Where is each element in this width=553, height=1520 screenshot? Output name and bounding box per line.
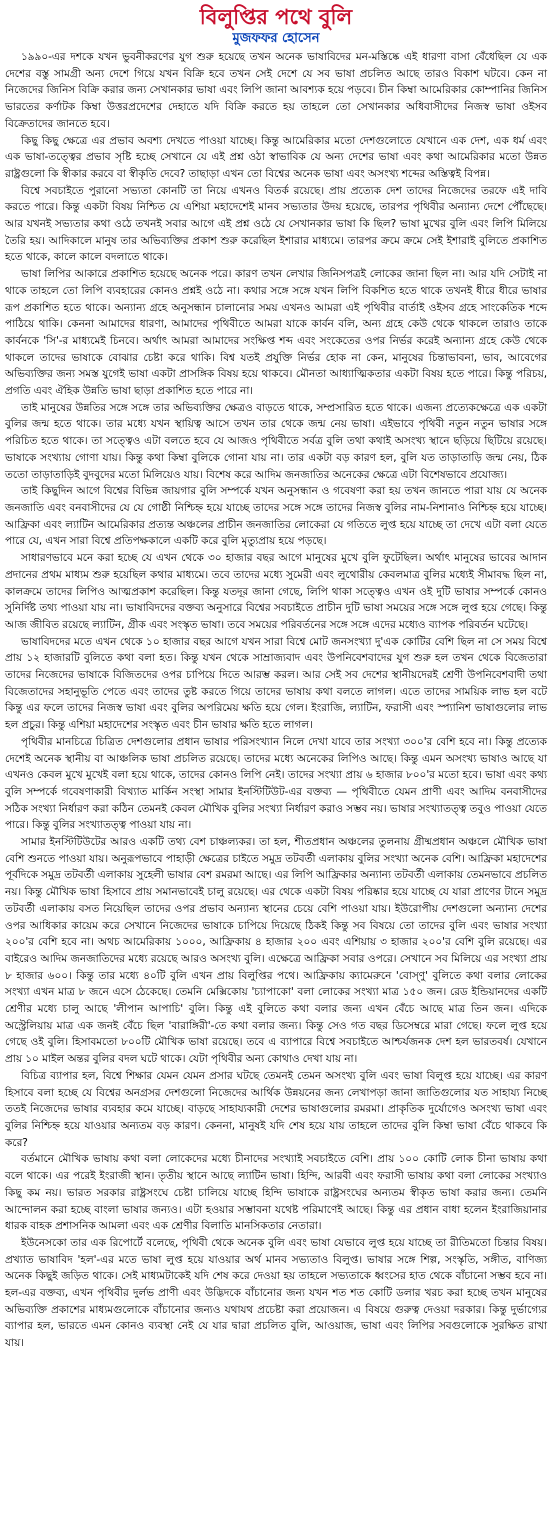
paragraph: কিছু কিছু ক্ষেত্রে এর প্রভাব অবশ্য দেখতে পাওয়া যাচ্ছে। কিন্তু আমেরিকার মতো দেশগুলোতে যেখানে এক দেশ, এক ধর্ম এবং এক ভাষা-তত্ত্বের প্রভাব সৃষ্টি হচ্ছে সেখানে যে এই প্রশ্ন ওঠা স্বাভাবিক যে অন্য দেশের ভাষা এবং কথা আমেরিকার মতো উন্নত রাষ্ট্রগুলো কি স্বীকার করবে বা স্বীকৃতি দেবে? তাছাড়া এখন তো বিশ্বের অনেক ভাষা এবং অসংখ্য শব্দের অস্তিত্বই বিপন্ন। [5, 134, 547, 180]
paragraph: ইউনেসকো তার এক রিপোর্টে বলেছে, পৃথিবী থেকে অনেক বুলি এবং ভাষা যেভাবে লুপ্ত হয়ে যাচ্ছে তা রীতিমতো চিন্তার বিষয়। প্রখ্যাত ভাষাবিদ 'হল'-এর মতে ভাষা লুপ্ত হয়ে যাওয়ার অর্থ মানব সভ্যতাও বিলুপ্ত। ভাষার সঙ্গে শিল্প, সংস্কৃতি, সঙ্গীত, বাণিজ্য অনেক কিছুই জড়িত থাকে। সেই মাধ্যমটাকেই যদি শেষ করে দেওয়া হয় তাহলে সভ্যতাকে ধ্বংসের হাত থেকে বাঁচানো সম্ভব হবে না। হল-এর বক্তব্য, এখন পৃথিবীর দুর্লভ প্রাণী এবং উদ্ভিদকে বাঁচানোর জন্য যখন শত শত কোটি ডলার খরচ করা হচ্ছে তখন মানুষের অভিব্যক্তি প্রকাশের মাধ্যমগুলোকে বাঁচানোর জন্যও যথাযথ প্রচেষ্টা করা প্রয়োজন। এ বিষয়ে গুরুত্ব দেওয়া দরকার। কিন্তু দুর্ভাগ্যের ব্যাপার হল, ভারতে এমন কোনও ব্যবস্থা নেই যে যার দ্বারা প্রচলিত বুলি, আওয়াজ, ভাষা এবং লিপির সবগুলোকে সুরক্ষিত রাখা যায়। [5, 1236, 547, 1350]
paragraph: তাই কিছুদিন আগে বিশ্বের বিভিন্ন জায়গার বুলি সম্পর্কে যখন অনুসন্ধান ও গবেষণা করা হয় তখন জানতে পারা যায় যে অনেক জনজাতি এবং বনবাসীদের যে যে গোষ্ঠী নিশ্চিহ্ন হয়ে যাচ্ছে তাদের সঙ্গে সঙ্গে তাদের নিজস্ব বুলির নাম-নিশানাও নিশ্চিহ্ন হয়ে যাচ্ছে। আফ্রিকা এবং ল্যাটিন আমেরিকার প্রত্যন্ত অঞ্চলের প্রাচীন জনজাতির লোকেরা যে গতিতে লুপ্ত হয়ে যাচ্ছে তা দেখে এটা বলা যেতে পারে যে, এখন সারা বিশ্বে প্রতিপক্ষকালে একটি করে বুলি মৃত্যুপ্রায় হয়ে পড়ছে। [5, 485, 547, 548]
paragraph: বর্তমানে মৌখিক ভাষায় কথা বলা লোকেদের মধ্যে চীনাদের সংখ্যাই সবচাইতে বেশি। প্রায় ১০০ কোটি লোক চীনা ভাষায় কথা বলে থাকে। এর পরেই ইংরাজী স্থান। তৃতীয় স্থানে আছে ল্যাটিন ভাষা। হিন্দি, আরবী এবং ফরাসী ভাষায় কথা বলা লোকের সংখ্যাও কিছু কম নয়। ভারত সরকার রাষ্ট্রসংঘে চেষ্টা চালিয়ে যাচ্ছে হিন্দি ভাষাকে রাষ্ট্রসংঘের অন্যতম স্বীকৃত ভাষা করার জন্য। তেমনি আন্দোলন করা হচ্ছে বাংলা ভাষার জন্যও। এটা হওয়ার সম্ভাবনা যথেষ্ট পরিমাণেই আছে। কিন্তু এর প্রধান বাধা হলেন ইংরাজিয়ানার ধারক বাহক প্রশাসনিক আমলা এবং এক শ্রেণীর বিলাতি মানসিকতার নেতারা। [5, 1153, 547, 1233]
article-body [5, 49, 547, 1352]
paragraph: ভাষা লিপির আকারে প্রকাশিত হয়েছে অনেক পরে। কারণ তখন লেখার জিনিসপত্রই লোকের জানা ছিল না। আর যদি সেটাই না থাকে তাহলে তো লিপি ব্যবহারের কোনও প্রশ্নই ওঠে না। কথার সঙ্গে সঙ্গে যখন লিপি বিকশিত হতে থাকে তখনই ধীরে ধীরে ভাষার রূপ প্রকাশিত হতে থাকে। অন্যান্য গ্রহে অনুসন্ধান চালানোর সময় এখনও আমরা এই পৃথিবীর বার্তাই ওইসব গ্রহে সাংকেতিক শব্দে পাঠিয়ে থাকি। কেননা আমাদের ধারণা, আমাদের পৃথিবীতে আমরা যাকে কার্বন বলি, অন্য গ্রহে কেউ থেকে থাকলে তারাও তাকে কার্বনকে 'সি'-র মাধ্যমেই চিনবে। অর্থাৎ আমরা আমাদের সংক্ষিপ্ত শব্দ এবং সংকেতের ওপর নির্ভর করেই অন্যান্য গ্রহে কেউ থেকে থাকলে তাদের ভাষাকে বোঝার চেষ্টা করে থাকি। বিশ্ব যতই প্রযুক্তি নির্ভর হোক না কেন, মানুষের চিন্তাভাবনা, ভাব, আবেগের অভিব্যক্তির জন্য সমস্ত যুগেই ভাষা একটা প্রাসঙ্গিক বিষয় হয়ে থাকবে। মৌনতা আধ্যাত্মিকতার একটা বিষয় হতে পারে। কিন্তু পরিচয়, প্রগতি এবং ঐহিক উন্নতি ভাষা ছাড়া প্রকাশিত হতে পারে না। [5, 268, 547, 398]
paragraph: তাই মানুষের উন্নতির সঙ্গে সঙ্গে তার অভিব্যক্তির ক্ষেত্রও বাড়তে থাকে, সম্প্রসারিত হতে থাকে। এজন্য প্রত্যেকক্ষেত্রে এক একটা বুলির জন্ম হতে থাকে। তার মধ্যে যখন স্থায়িত্ব আসে তখন তার থেকে জন্ম নেয় ভাষা। এইভাবে পৃথিবী নতুন নতুন ভাষার সঙ্গে পরিচিত হতে থাকে। তা সত্ত্বেও এটা বলতে হবে যে আজও পৃথিবীতে সর্বত্র বুলি তথা কথাই অসংখ্য স্থানে ছড়িয়ে ছিটিয়ে রয়েছে। ভাষাকে সংখ্যায় গোণা যায়। কিন্তু কথা কিম্বা বুলিকে গোনা যায় না। তার একটা বড় কারণ হল, বুলি যত তাড়াতাড়ি জন্ম নেয়, ঠিক ততো তাড়াতাড়িই বুদবুদের মতো মিলিয়েও যায়। বিশেষ করে আদিম জনজাতির অনেকের ক্ষেত্রে এটা বিশেষভাবে প্রযোজ্য। [5, 401, 547, 481]
paragraph: পৃথিবীর মানচিত্রে চিত্রিত দেশগুলোর প্রধান ভাষার পরিসংখ্যান নিলে দেখা যাবে তার সংখ্যা ৩০০'র বেশি হবে না। কিন্তু প্রত্যেক দেশেই অনেক স্থানীয় বা আঞ্চলিক ভাষা প্রচলিত রয়েছে। তাদের মধ্যে অনেকের লিপিও আছে। কিন্তু এমন অসংখ্য ভাষাও আছে যা এখনও কেবল মুখে মুখেই বলা হয়ে থাকে, তাদের কোনও লিপি নেই। তাদের সংখ্যা প্রায় ৬ হাজার ৮০০'র মতো হবে। ভাষা এবং কথ্য বুলি সম্পর্কে গবেষণাকারী বিখ্যাত মার্কিন সংস্থা সামার ইনস্টিটিউট-এর বক্তব্য — পৃথিবীতে যেমন প্রাণী এবং আদিম বনবাসীদের সঠিক সংখ্যা নির্ধারণ করা কঠিন তেমনই কেবল মৌখিক বুলির সংখ্যা নির্ধারণ করাও সম্ভব নয়। ভাষার সংখ্যাতত্ত্ব তবুও পাওয়া যেতে পারে। কিন্তু বুলির সংখ্যাতত্ত্ব পাওয়া যায় না। [5, 735, 547, 832]
paragraph: বিচিত্র ব্যাপার হল, বিশ্বে শিক্ষার যেমন যেমন প্রসার ঘটছে তেমনই তেমন অসংখ্য বুলি এবং ভাষা বিলুপ্ত হয়ে যাচ্ছে। এর কারণ হিসাবে বলা হচ্ছে যে বিশ্বের অনগ্রসর দেশগুলো নিজেদের আর্থিক উন্নয়নের জন্য লেখাপড়া জানা জাতিগুলোর যত সাহায্য নিচ্ছে ততই নিজেদের ভাষার ব্যবহার কমে যাচ্ছে। বাড়ছে সাহায্যকারী দেশের ভাষাগুলোর রমরমা। প্রাকৃতিক দুর্যোগেও অসংখ্য ভাষা এবং বুলির নিশ্চিহ্ন হয়ে যাওয়ার অন্যতম বড় কারণ। কেননা, মানুষই যদি শেষ হয়ে যায় তাহলে তাদের বুলি কিম্বা ভাষা বেঁচে থাকবে কি করে? [5, 1069, 547, 1149]
article-author: মুজফফর হোসেন [232, 31, 320, 46]
article-title: বিলুপ্তির পথে বুলি [199, 5, 353, 29]
paragraph: সামার ইনস্টিটিউটের আরও একটি তথ্য বেশ চাঞ্চল্যকর। তা হল, শীতপ্রধান অঞ্চলের তুলনায় গ্রীষ্মপ্রধান অঞ্চলে মৌখিক ভাষা বেশি শুনতে পাওয়া যায়। অনুরূপভাবে পাহাড়ী ক্ষেত্রের চাইতে সমুদ্র তটবর্তী এলাকায় বুলির সংখ্যা অনেক বেশি। আফ্রিকা মহাদেশের পূর্বদিকে সমুদ্র তটবর্তী এলাকায় সুহেলী ভাষার বেশ রমরমা আছে। এর লিপি আফ্রিকার অন্যান্য তটবর্তী এলাকায় তেমনভাবে প্রচলিত নয়। কিন্তু মৌখিক ভাষা হিসাবে প্রায় সমানভাবেই চালু রয়েছে। এর থেকে একটা বিষয় পরিষ্কার হয়ে যাচ্ছে যে যারা প্রাণের টানে সমুদ্র তটবর্তী এলাকায় বসত নিয়েছিল তাদের ওপর প্রভাব অন্যান্য স্থানের চেয়ে বেশি পাওয়া যায়। ইউরোপীয় দেশগুলো অন্যান্য দেশের ওপর আধিকার কায়েম করে সেখানে নিজেদের ভাষাকে চাপিয়ে দিয়েছে ঠিকই কিন্তু সব বিষয়ে তো তাদের বুলি এবং ভাষার সংখ্যা ২০০'র বেশি হবে না। অথচ আমেরিকায় ১০০০, আফ্রিকায় ৪ হাজার ২০০ এবং এশিয়ায় ৩ হাজার ২০০'র বেশি বুলি রয়েছে। এর বাইরেও আদিম জনজাতিদের মধ্যে রয়েছে আরও অসংখ্য বুলি। এক্ষেত্রে আফ্রিকা সবার ওপরে। সেখানে সব মিলিয়ে এর সংখ্যা প্রায় ৮ হাজার ৬০০। কিন্তু তার মধ্যে ৪০টি বুলি এখন প্রায় বিলুপ্তির পথে। আফ্রিকায় ক্যামেরুনে 'বোস্ণু' বুলিতে কথা বলার লোকের সংখ্যা এখন মাত্র ৮ জনে এসে ঠেকেছে। তেমনি মেক্সিকোয় 'চ্যাপাকো' বলা লোকের সংখ্যা মাত্র ১৫০ জন। রেড ইন্ডিয়ানদের একটি শ্রেণীর মধ্যে চালু আছে 'লীপান আপাচি' বুলি। কিন্তু এই বুলিতে কথা বলার জন্য এখন বেঁচে আছে মাত্র তিন জন। এদিকে অস্ট্রেলিয়ায় মাত্র এক জনই বেঁচে ছিল 'বারাঙ্গিরী'-তে কথা বলার জন্য। কিন্তু সেও গত বছর ডিসেম্বরে মারা গেছে। ফলে লুপ্ত হয়ে গেছে ওই বুলি। হিসাবমতো ৮০০টি মৌখিক ভাষা রয়েছে। তবে এ ব্যাপারে বিশ্বে সবচাইতে আশ্চর্যজনক দেশ হল ভারতবর্ষ। যেখানে প্রায় ১০ মাইল অন্তর বুলির বদল ঘটে থাকে। যেটা পৃথিবীর অন্য কোথাও দেখা যায় না। [5, 836, 547, 1066]
paragraph: ভাষাবিদদের মতে এখন থেকে ১০ হাজার বছর আগে যখন সারা বিশ্বে মোট জনসংখ্যা দু'এক কোটির বেশি ছিল না সে সময় বিশ্বে প্রায় ১২ হাজারটি বুলিতে কথা বলা হত। কিন্তু যখন থেকে সাম্রাজ্যবাদ এবং উপনিবেশবাদের যুগ শুরু হল তখন থেকে বিজেতারা তাদের নিজেদের ভাষাকে বিজিতদের ওপর চাপিয়ে দিতে আরম্ভ করল। আর সেই সব দেশের স্থানীয়দেরই শ্রেণী উপনিবেশবাদী তথা বিজেতাদের সহানুভূতি পেতে এবং তাদের তুষ্ট করতে গিয়ে তাদের ভাষায় কথা বলতে লাগল। এতে তাদের সাময়িক লাভ হল বটে কিন্তু এর ফলে তাদের নিজস্ব ভাষা এবং বুলির অপরিমেয় ক্ষতি হয়ে গেল। ইংরাজি, ল্যাটিন, ফরাসী এবং স্প্যানিশ ভাষাগুলোর লাভ হল প্রচুর। কিন্তু এশিয়া মহাদেশের সংস্কৃত এবং চীন ভাষার ক্ষতি হতে লাগল। [5, 635, 547, 732]
paragraph: বিশ্বে সবচাইতে পুরানো সভ্যতা কোনটি তা নিয়ে এখনও বিতর্ক রয়েছে। প্রায় প্রত্যেক দেশ তাদের নিজেদের তরফে এই দাবি করতে পারে। কিন্তু একটা বিষয় নিশ্চিত যে এশিয়া মহাদেশেই মানব সভ্যতার উদয় হয়েছে, তারপর পৃথিবীর অন্যান্য দেশে পৌঁছেছে। আর যখনই সভ্যতার কথা ওঠে তখনই সবার আগে এই প্রশ্ন ওঠে যে সেখানকার ভাষা কি ছিল? ভাষা মুখের বুলি এবং লিপি মিলিয়ে তৈরি হয়। আদিকালে মানুষ তার অভিব্যক্তির প্রকাশ শুরু করেছিল ইশারার মাধ্যমে। তারপর ক্রমে ক্রমে সেই ইশারাই বুলিতে প্রকাশিত হতে থাকে, কালে কালে বদলাতে থাকে। [5, 184, 547, 264]
paragraph: সাধারণভাবে মনে করা হচ্ছে যে এখন থেকে ৩০ হাজার বছর আগে মানুষের মুখে বুলি ফুটেছিল। অর্থাৎ মানুষের ভাবের আদান প্রদানের প্রথম মাধ্যম শুরু হয়েছিল কথার মাধ্যমে। তবে তাদের মধ্যে সুমেরী এবং লুথোরীয় কেবলমাত্র বুলির মধ্যেই সীমাবদ্ধ ছিল না, কালক্রমে তাদের লিপিও আত্মপ্রকাশ করেছিল। কিন্তু যতদূর জানা গেছে, লিপি থাকা সত্ত্বেও এখন ওই দুটি ভাষার সম্পর্কে কোনও সুনির্দিষ্ট তথ্য পাওয়া যায় না। ভাষাবিদদের বক্তব্য অনুসারে বিশ্বের সবচাইতে প্রাচীন দুটি ভাষা সময়ের সঙ্গে সঙ্গে লুপ্ত হয়ে গেছে। কিন্তু আজ জীবিত রয়েছে ল্যাটিন, গ্রীক এবং সংস্কৃত ভাষা। তবে সময়ের পরিবর্তনের সঙ্গে সঙ্গে এদের মধ্যেও ব্যাপক পরিবর্তন ঘটেছে। [5, 552, 547, 631]
paragraph: ১৯৯০-এর দশকে যখন ভুবনীকরণের যুগ শুরু হয়েছে তখন অনেক ভাষাবিদের মন-মস্তিষ্কে এই ধারণা বাসা বেঁধেছিল যে এক দেশের বস্তু সামগ্রী অন্য দেশে গিয়ে যখন বিক্রি হবে তখন সেই দেশে যে সব ভাষা প্রচলিত আছে তারও বিকাশ ঘটবে। কেন না নিজেদের জিনিস বিক্রি করার জন্য সেখানকার ভাষা এবং লিপি জানা আবশ্যক হয়ে পড়বে। চীন কিম্বা আমেরিকার কোম্পানির জিনিস ভারতের কর্ণাটক কিম্বা উত্তরপ্রদেশের দেহাতে যদি বিক্রি করতে হয় তাহলে তো সেখানকার অধিবাসীদের নিজস্ব ভাষা ওইসব বিক্রেতাদের জানতে হবে। [5, 51, 547, 130]
